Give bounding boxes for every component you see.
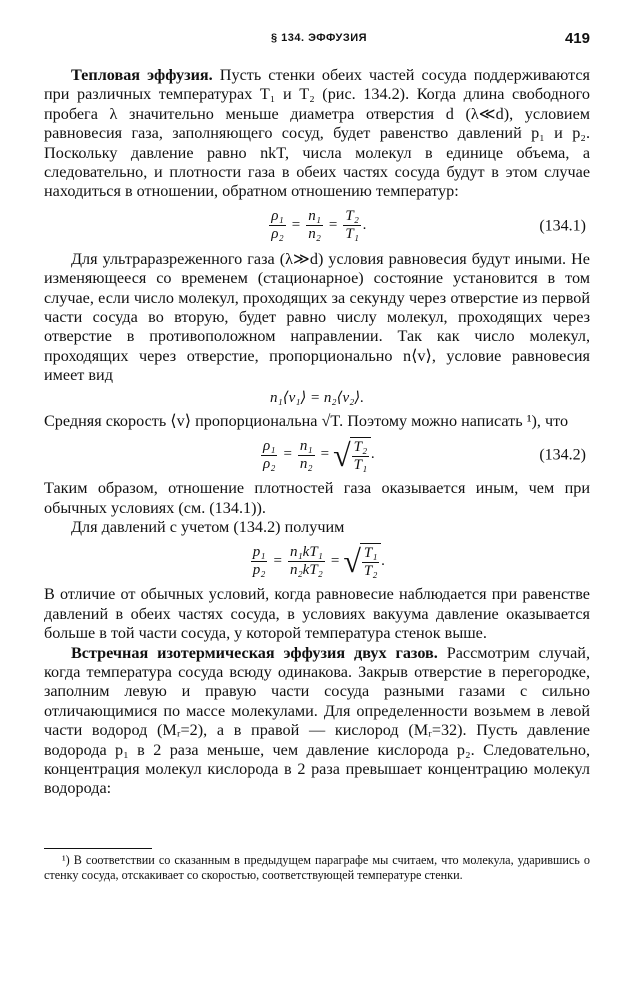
radical-sign: √ xyxy=(333,437,351,474)
fraction-denominator: T₁ xyxy=(353,456,368,473)
equation-134-1 xyxy=(44,204,590,248)
paragraph-counter-effusion xyxy=(44,644,590,799)
fraction-numerator: n₁ xyxy=(308,208,321,225)
section-title-thermal-effusion: Тепловая эффузия. xyxy=(71,66,213,84)
paragraph-density-ratio: Таким образом, отношение плотностей газа оказывается иным, чем при обычных условиях (см. (134.1)). xyxy=(44,479,590,517)
paragraph-text: Рассмотрим случай, когда температура сосуда всюду одинакова. Закрыв отверстие в перегородке, заполним левую и правую части сосуда разными газами с сильно отличающимися по массе молекулами. Для определенности возьмем в левой части водород (Mᵣ=2), а в правой — кислород (Mᵣ=32). Пусть давление водорода p₁ в 2 раза меньше, чем давление кислорода p₂. Следовательно, концентрация молекул кислорода в 2 раза превышает концентрацию молекул водорода: xyxy=(44,643,590,798)
paragraph-vacuum-difference: В отличие от обычных условий, когда равновесие наблюдается при равенстве давлений в обеих частях сосуда, в условиях вакуума давление оказывается больше в той части сосуда, у которой температура стенок выше. xyxy=(44,585,590,643)
equals-sign: = xyxy=(291,217,301,234)
equation-period: . xyxy=(371,446,375,463)
paragraph-pressures: Для давлений с учетом (134.2) получим xyxy=(71,517,345,536)
fraction-denominator: ρ₂ xyxy=(271,226,284,243)
equals-sign: = xyxy=(320,446,330,463)
paragraph-thermal-effusion xyxy=(44,66,590,202)
fraction-numerator: n₁kT₁ xyxy=(289,543,323,560)
equation-balance-text: n₁⟨v₁⟩ = n₂⟨v₂⟩. xyxy=(270,389,364,406)
fraction-denominator: T₁ xyxy=(345,226,359,243)
equation-period: . xyxy=(362,217,367,234)
square-root xyxy=(343,543,381,580)
radical-sign: √ xyxy=(343,543,361,580)
equation-134-2 xyxy=(44,433,590,477)
fraction-numerator: T₁ xyxy=(363,544,378,561)
fraction-numerator: ρ₁ xyxy=(263,437,276,454)
equation-number: (134.2) xyxy=(539,446,586,464)
equation-balance xyxy=(44,388,590,410)
fraction-numerator: ρ₁ xyxy=(271,208,284,225)
paragraph-ultra-rarefied: Для ультраразреженного газа (λ≫d) условия равновесия будут иными. Не изменяющееся со временем (стационарное) состояние установится в том случае, если число молекул, проходящих за секунду через отверстие из первой части сосуда во вторую, будет равно числу молекул, проходящих через отверстие в противоположном направлении. Так как число молекул, проходящих через отверстие, пропорционально n⟨v⟩, условие равновесия имеет вид xyxy=(44,249,590,385)
fraction-denominator: p₂ xyxy=(252,561,266,578)
footnote: ¹) В соответствии со сказанным в предыдущем параграфе мы считаем, что молекула, ударившись о стенку сосуда, отскакивает со скоростью, соответствующей температуре стенки. xyxy=(44,853,590,883)
fraction-numerator: n₁ xyxy=(299,437,313,454)
equation-period: . xyxy=(381,552,386,569)
equals-sign: = xyxy=(330,552,340,569)
equals-sign: = xyxy=(273,552,282,569)
equals-sign: = xyxy=(328,217,338,234)
fraction-denominator: n₂kT₂ xyxy=(289,561,323,578)
equation-number: (134.1) xyxy=(539,217,586,235)
page-number: 419 xyxy=(564,30,590,47)
page-header xyxy=(48,32,590,52)
fraction-denominator: T₂ xyxy=(363,562,378,579)
section-title-counter-effusion: Встречная изотермическая эффузия двух газов. xyxy=(71,643,438,662)
running-head: § 134. ЭФФУЗИЯ xyxy=(270,32,368,44)
fraction-denominator: n₂ xyxy=(299,455,313,472)
footnote-divider xyxy=(44,848,152,849)
fraction-denominator: n₂ xyxy=(308,226,321,243)
fraction-numerator: T₂ xyxy=(353,438,368,455)
paragraph-mean-speed: Средняя скорость ⟨v⟩ пропорциональна √T. Поэтому можно написать ¹), что xyxy=(44,411,569,430)
equation-pressure-ratio xyxy=(44,539,590,583)
equals-sign: = xyxy=(283,446,292,463)
fraction-numerator: p₁ xyxy=(252,543,266,560)
paragraph-text: Пусть стенки обеих частей сосуда поддерживаются при различных температурах T₁ и T₂ (рис. 134.2). Когда длина свободного пробега λ значительно меньше диаметра отверстия d (λ≪d), условием равновесия газа, заполняющего сосуд, будет равенство давлений p₁ и p₂. Поскольку давление равно nkT, числа молекул в единице объема, а следовательно, и плотности газа в обеих частях сосуда будут в этом случае находиться в отношении, обратном отношению температур: xyxy=(44,66,590,201)
fraction-denominator: ρ₂ xyxy=(263,455,276,472)
fraction-numerator: T₂ xyxy=(345,208,359,225)
square-root xyxy=(333,437,371,474)
page-body xyxy=(44,66,590,799)
